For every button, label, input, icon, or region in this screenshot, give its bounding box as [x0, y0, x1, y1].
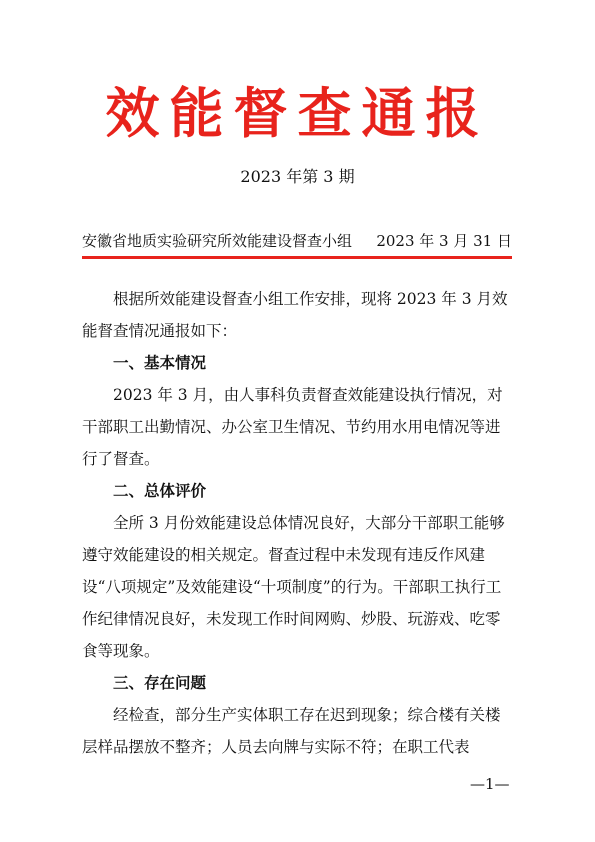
document-body [82, 283, 512, 763]
issue-date: 2023 年 3 月 31 日 [376, 232, 512, 250]
section-heading-issues: 三、存在问题 [113, 674, 207, 692]
section-heading-basic: 一、基本情况 [113, 354, 207, 372]
intro-paragraph: 根据所效能建设督查小组工作安排，现将 2023 年 3 月效能督查情况通报如下： [82, 290, 508, 340]
issue-number: 2023 年第 3 期 [240, 167, 355, 186]
issuer-row [82, 230, 512, 252]
page-number: —1— [470, 775, 510, 793]
document-masthead: 效能督查通报 [105, 81, 490, 145]
section-text-issues: 经检查，部分生产实体职工存在迟到现象；综合楼有关楼层样品摆放不整齐；人员去向牌与实际不符；在职工代表 [82, 706, 501, 756]
red-divider-line [82, 256, 512, 259]
section-text-evaluation: 全所 3 月份效能建设总体情况良好，大部分干部职工能够遵守效能建设的相关规定。督查过程中未发现有违反作风建设“八项规定”及效能建设“十项制度”的行为。干部职工执行工作纪律情况良好，未发现工作时间网购、炒股、玩游戏、吃零食等现象。 [82, 514, 505, 660]
issuer-organization: 安徽省地质实验研究所效能建设督查小组 [82, 232, 353, 250]
section-heading-evaluation: 二、总体评价 [113, 482, 207, 500]
section-text-basic: 2023 年 3 月，由人事科负责督查效能建设执行情况，对干部职工出勤情况、办公室卫生情况、节约用水用电情况等进行了督查。 [82, 386, 503, 468]
